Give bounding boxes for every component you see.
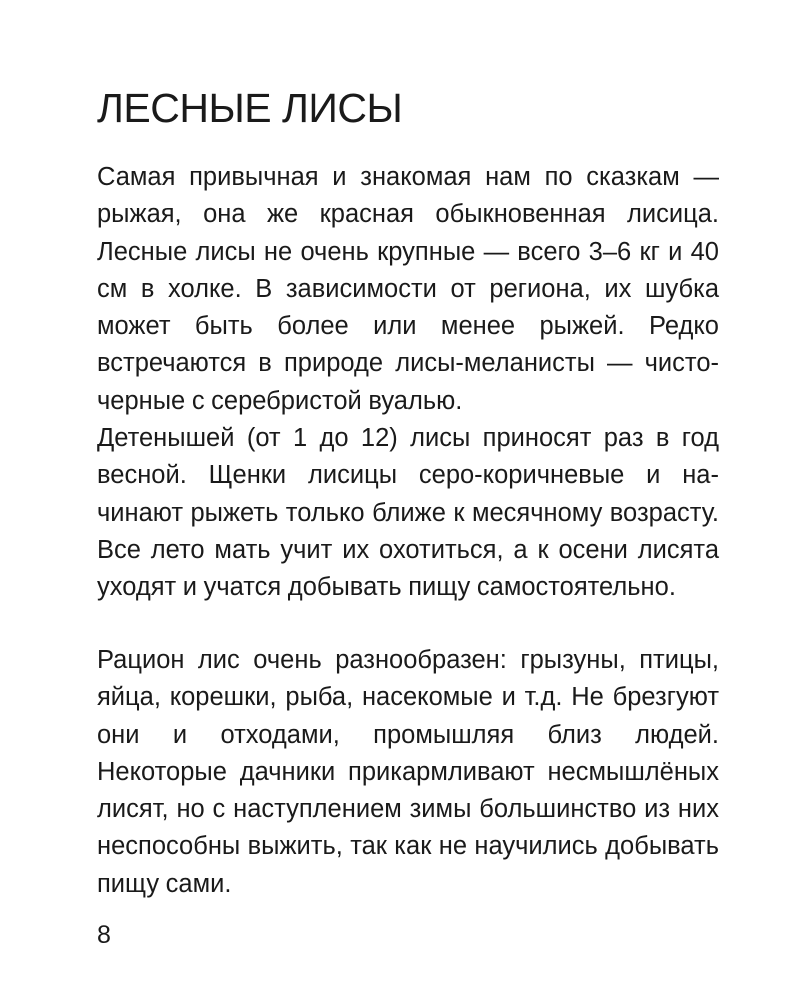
page-title: ЛЕСНЫЕ ЛИСЫ — [97, 85, 403, 131]
paragraph-diet: Рацион лис очень разнообразен: грызуны, птицы, яйца, корешки, рыба, насекомые и т.д. Не брезгуют они и отходами, промышляя близ людей. Некоторые дачники прикармливают несмышлёных лисят, но с наступлением зимы большинство из них неспособны выжить, так как не научились добывать пищу сами. — [97, 646, 719, 898]
page-number: 8 — [97, 921, 111, 949]
paragraph-appearance: Самая привычная и знакомая нам по сказкам — рыжая, она же красная обыкновенная лисица. Лесные лисы не очень крупные — всего 3–6 кг и 40 см в холке. В зависимости от региона, их шубка может быть более или менее рыжей. Редко встречаются в природе лисы-меланисты — чисто-черные с серебристой вуалью. — [97, 163, 719, 415]
paragraph-offspring: Детенышей (от 1 до 12) лисы приносят раз в год весной. Щенки лисицы серо-коричневые и начинают рыжеть только ближе к месячному возрасту. Все лето мать учит их охотиться, а к осени лисята уходят и учатся добывать пищу самостоятельно. — [97, 424, 719, 602]
book-page — [97, 0, 719, 1000]
